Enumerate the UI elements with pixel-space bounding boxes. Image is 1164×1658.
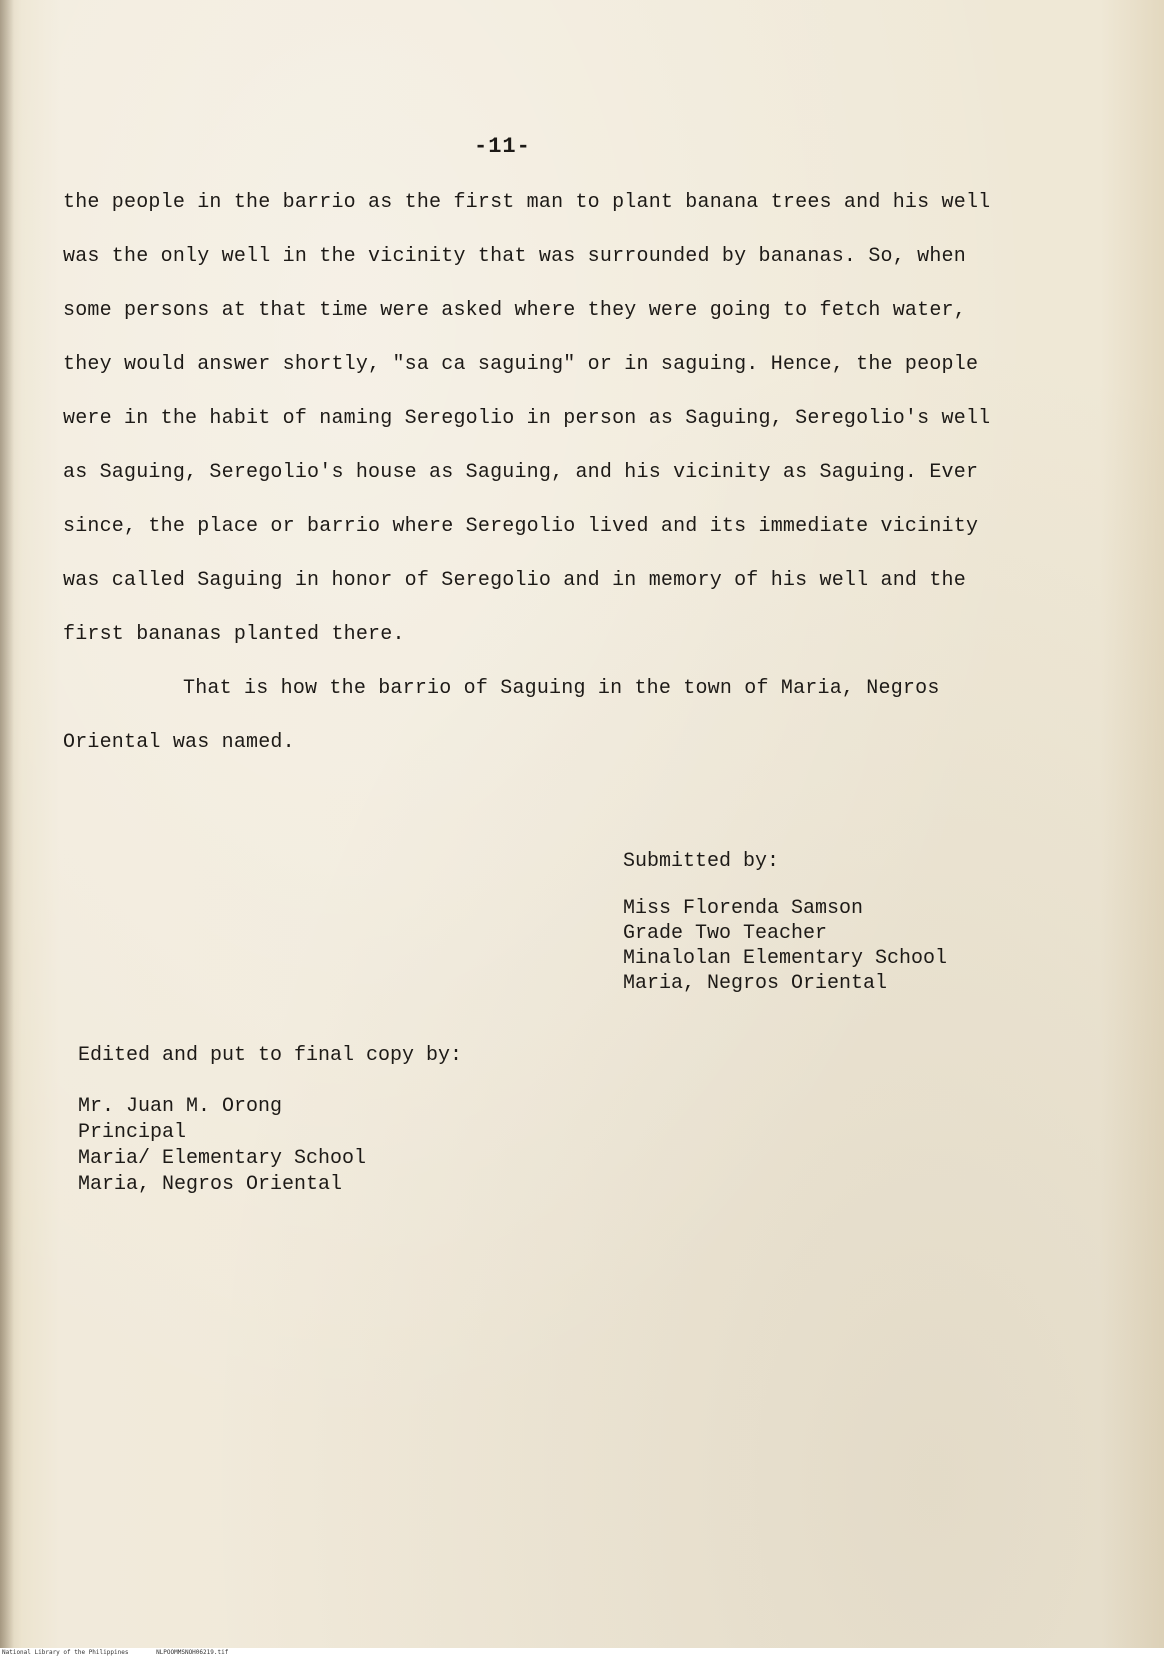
paragraph-line: the people in the barrio as the first man to plant banana trees and his well [63, 191, 991, 214]
paragraph-line: they would answer shortly, "sa ca saguing" or in saguing. Hence, the people [63, 353, 979, 376]
library-credit: National Library of the Philippines [2, 1649, 129, 1656]
submitted-by-block [623, 848, 947, 996]
editor-position: Principal [78, 1121, 187, 1144]
edited-by-block [78, 1042, 462, 1198]
paragraph-line: since, the place or barrio where Seregolio lived and its immediate vicinity [63, 515, 979, 538]
submitter-name: Miss Florenda Samson [623, 897, 864, 920]
paragraph-line: was the only well in the vicinity that was surrounded by bananas. So, when [63, 245, 966, 268]
file-id: NLPOOMMSNOH06219.tif [156, 1649, 229, 1656]
submitter-position: Grade Two Teacher [623, 922, 828, 945]
page-edge-shadow [0, 0, 14, 1648]
closing-line: That is how the barrio of Saguing in the town of Maria, Negros [183, 677, 940, 700]
editor-name: Mr. Juan M. Orong [78, 1095, 283, 1118]
paragraph-line: was called Saguing in honor of Seregolio and in memory of his well and the [63, 569, 966, 592]
paragraph-line: some persons at that time were asked where they were going to fetch water, [63, 299, 966, 322]
submitter-school: Minalolan Elementary School [623, 947, 948, 970]
scan-footer [0, 1648, 1164, 1658]
edited-by-heading: Edited and put to final copy by: [78, 1044, 463, 1067]
editor-location: Maria, Negros Oriental [78, 1173, 343, 1196]
page-number: -11- [474, 134, 531, 159]
submitter-location: Maria, Negros Oriental [623, 972, 888, 995]
body-text [63, 176, 1083, 770]
submitted-by-heading: Submitted by: [623, 850, 780, 873]
closing-line: Oriental was named. [63, 731, 295, 754]
paragraph-line: were in the habit of naming Seregolio in person as Saguing, Seregolio's well [63, 407, 991, 430]
paragraph-line: as Saguing, Seregolio's house as Saguing, and his vicinity as Saguing. Ever [63, 461, 979, 484]
editor-school: Maria/ Elementary School [78, 1147, 367, 1170]
paragraph-line: first bananas planted there. [63, 623, 405, 646]
